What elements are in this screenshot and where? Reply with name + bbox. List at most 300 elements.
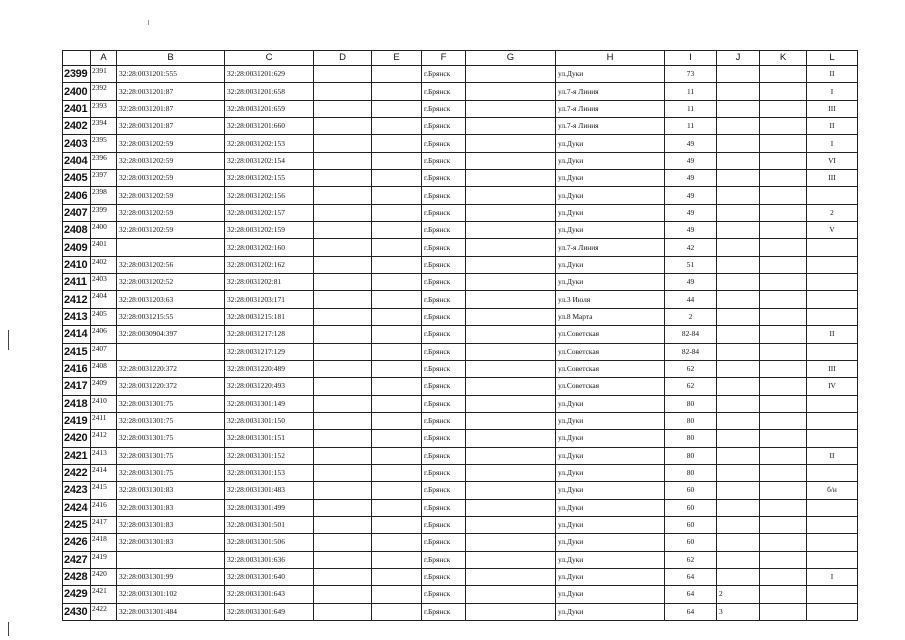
cell-i[interactable]: 62 <box>665 551 717 568</box>
cell-d[interactable] <box>314 291 372 308</box>
cell-l[interactable] <box>807 551 858 568</box>
cell-j[interactable] <box>717 430 760 447</box>
cell-f[interactable]: г.Брянск <box>422 239 466 256</box>
cell-g[interactable] <box>466 274 556 291</box>
cell-k[interactable] <box>760 187 807 204</box>
row-number-cell[interactable]: 2417 <box>63 378 91 395</box>
cell-i[interactable]: 11 <box>665 118 717 135</box>
cell-c[interactable]: 32:28:0031202:81 <box>225 274 314 291</box>
cell-k[interactable] <box>760 326 807 343</box>
cell-i[interactable]: 44 <box>665 291 717 308</box>
row-number-cell[interactable]: 2406 <box>63 187 91 204</box>
row-number-cell[interactable]: 2423 <box>63 482 91 499</box>
cell-b[interactable]: 32:28:0031202:59 <box>117 135 225 152</box>
cell-f[interactable]: г.Брянск <box>422 291 466 308</box>
cell-f[interactable]: г.Брянск <box>422 256 466 273</box>
cell-l[interactable]: II <box>807 66 858 83</box>
cell-k[interactable] <box>760 170 807 187</box>
cell-a[interactable]: 2394 <box>91 118 117 135</box>
cell-e[interactable] <box>372 360 422 377</box>
cell-i[interactable]: 49 <box>665 187 717 204</box>
cell-l[interactable]: 2 <box>807 204 858 221</box>
cell-c[interactable]: 32:28:0031202:154 <box>225 152 314 169</box>
cell-f[interactable]: г.Брянск <box>422 516 466 533</box>
cell-j[interactable] <box>717 534 760 551</box>
cell-a[interactable]: 2401 <box>91 239 117 256</box>
cell-h[interactable]: ул.Дуки <box>556 534 665 551</box>
cell-d[interactable] <box>314 326 372 343</box>
cell-b[interactable]: 32:28:0031301:75 <box>117 430 225 447</box>
cell-e[interactable] <box>372 222 422 239</box>
cell-d[interactable] <box>314 83 372 100</box>
cell-e[interactable] <box>372 152 422 169</box>
cell-k[interactable] <box>760 66 807 83</box>
cell-b[interactable]: 32:28:0031301:75 <box>117 464 225 481</box>
cell-a[interactable]: 2414 <box>91 464 117 481</box>
cell-g[interactable] <box>466 464 556 481</box>
cell-k[interactable] <box>760 586 807 603</box>
cell-k[interactable] <box>760 256 807 273</box>
row-number-cell[interactable]: 2407 <box>63 204 91 221</box>
cell-e[interactable] <box>372 412 422 429</box>
cell-h[interactable]: ул.Советская <box>556 343 665 360</box>
corner-header[interactable] <box>63 51 91 66</box>
cell-c[interactable]: 32:28:0031203:171 <box>225 291 314 308</box>
cell-g[interactable] <box>466 430 556 447</box>
cell-k[interactable] <box>760 395 807 412</box>
cell-i[interactable]: 80 <box>665 447 717 464</box>
cell-c[interactable]: 32:28:0031220:493 <box>225 378 314 395</box>
cell-b[interactable]: 32:28:0031201:87 <box>117 118 225 135</box>
cell-b[interactable]: 32:28:0031202:52 <box>117 274 225 291</box>
cell-d[interactable] <box>314 170 372 187</box>
cell-i[interactable]: 11 <box>665 100 717 117</box>
cell-l[interactable]: III <box>807 170 858 187</box>
cell-g[interactable] <box>466 83 556 100</box>
cell-g[interactable] <box>466 326 556 343</box>
cell-k[interactable] <box>760 412 807 429</box>
cell-d[interactable] <box>314 118 372 135</box>
cell-a[interactable]: 2407 <box>91 343 117 360</box>
cell-g[interactable] <box>466 534 556 551</box>
cell-d[interactable] <box>314 412 372 429</box>
cell-i[interactable]: 80 <box>665 395 717 412</box>
cell-h[interactable]: ул.Дуки <box>556 516 665 533</box>
cell-i[interactable]: 82-84 <box>665 343 717 360</box>
column-header-f[interactable]: F <box>422 51 466 66</box>
cell-g[interactable] <box>466 378 556 395</box>
cell-i[interactable]: 2 <box>665 308 717 325</box>
cell-e[interactable] <box>372 378 422 395</box>
cell-a[interactable]: 2422 <box>91 603 117 620</box>
cell-a[interactable]: 2396 <box>91 152 117 169</box>
cell-a[interactable]: 2405 <box>91 308 117 325</box>
row-number-cell[interactable]: 2422 <box>63 464 91 481</box>
cell-a[interactable]: 2421 <box>91 586 117 603</box>
cell-f[interactable]: г.Брянск <box>422 534 466 551</box>
cell-g[interactable] <box>466 100 556 117</box>
cell-e[interactable] <box>372 308 422 325</box>
cell-b[interactable]: 32:28:0031201:87 <box>117 83 225 100</box>
cell-d[interactable] <box>314 395 372 412</box>
cell-k[interactable] <box>760 291 807 308</box>
cell-f[interactable]: г.Брянск <box>422 464 466 481</box>
cell-l[interactable] <box>807 256 858 273</box>
cell-e[interactable] <box>372 170 422 187</box>
cell-k[interactable] <box>760 482 807 499</box>
cell-b[interactable]: 32:28:0031301:83 <box>117 516 225 533</box>
cell-g[interactable] <box>466 204 556 221</box>
row-number-cell[interactable]: 2418 <box>63 395 91 412</box>
cell-l[interactable]: III <box>807 360 858 377</box>
cell-c[interactable]: 32:28:0031202:153 <box>225 135 314 152</box>
cell-a[interactable]: 2406 <box>91 326 117 343</box>
cell-i[interactable]: 80 <box>665 412 717 429</box>
cell-b[interactable]: 32:28:0031202:59 <box>117 187 225 204</box>
cell-e[interactable] <box>372 274 422 291</box>
cell-g[interactable] <box>466 135 556 152</box>
cell-l[interactable] <box>807 603 858 620</box>
row-number-cell[interactable]: 2402 <box>63 118 91 135</box>
cell-j[interactable] <box>717 516 760 533</box>
cell-f[interactable]: г.Брянск <box>422 343 466 360</box>
cell-c[interactable]: 32:28:0031301:149 <box>225 395 314 412</box>
cell-g[interactable] <box>466 360 556 377</box>
cell-a[interactable]: 2392 <box>91 83 117 100</box>
cell-b[interactable]: 32:28:0031202:59 <box>117 222 225 239</box>
cell-f[interactable]: г.Брянск <box>422 135 466 152</box>
cell-c[interactable]: 32:28:0031202:162 <box>225 256 314 273</box>
cell-a[interactable]: 2420 <box>91 568 117 585</box>
cell-k[interactable] <box>760 152 807 169</box>
cell-d[interactable] <box>314 430 372 447</box>
cell-b[interactable]: 32:28:0031301:83 <box>117 534 225 551</box>
cell-b[interactable] <box>117 239 225 256</box>
cell-c[interactable]: 32:28:0031202:160 <box>225 239 314 256</box>
cell-b[interactable]: 32:28:0031203:63 <box>117 291 225 308</box>
cell-i[interactable]: 82-84 <box>665 326 717 343</box>
cell-d[interactable] <box>314 274 372 291</box>
row-number-cell[interactable]: 2403 <box>63 135 91 152</box>
cell-b[interactable]: 32:28:0031215:55 <box>117 308 225 325</box>
cell-g[interactable] <box>466 412 556 429</box>
cell-l[interactable] <box>807 534 858 551</box>
cell-b[interactable]: 32:28:0031301:83 <box>117 499 225 516</box>
cell-j[interactable] <box>717 378 760 395</box>
cell-a[interactable]: 2398 <box>91 187 117 204</box>
column-header-l[interactable]: L <box>807 51 858 66</box>
cell-c[interactable]: 32:28:0031301:153 <box>225 464 314 481</box>
cell-h[interactable]: ул.Дуки <box>556 135 665 152</box>
row-number-cell[interactable]: 2401 <box>63 100 91 117</box>
cell-d[interactable] <box>314 222 372 239</box>
cell-b[interactable]: 32:28:0031301:75 <box>117 412 225 429</box>
column-header-k[interactable]: K <box>760 51 807 66</box>
cell-h[interactable]: ул.Дуки <box>556 152 665 169</box>
cell-a[interactable]: 2410 <box>91 395 117 412</box>
cell-l[interactable] <box>807 343 858 360</box>
cell-d[interactable] <box>314 603 372 620</box>
cell-j[interactable] <box>717 66 760 83</box>
cell-h[interactable]: ул.Дуки <box>556 187 665 204</box>
cell-k[interactable] <box>760 135 807 152</box>
column-header-d[interactable]: D <box>314 51 372 66</box>
cell-k[interactable] <box>760 430 807 447</box>
cell-g[interactable] <box>466 118 556 135</box>
cell-h[interactable]: ул.7-я Линия <box>556 83 665 100</box>
cell-c[interactable]: 32:28:0031215:181 <box>225 308 314 325</box>
cell-g[interactable] <box>466 291 556 308</box>
cell-h[interactable]: ул.Дуки <box>556 256 665 273</box>
cell-j[interactable] <box>717 256 760 273</box>
cell-f[interactable]: г.Брянск <box>422 551 466 568</box>
cell-j[interactable] <box>717 343 760 360</box>
cell-d[interactable] <box>314 343 372 360</box>
cell-b[interactable]: 32:28:0031301:83 <box>117 482 225 499</box>
cell-d[interactable] <box>314 516 372 533</box>
cell-k[interactable] <box>760 516 807 533</box>
cell-i[interactable]: 51 <box>665 256 717 273</box>
cell-c[interactable]: 32:28:0031201:659 <box>225 100 314 117</box>
cell-h[interactable]: ул.Дуки <box>556 551 665 568</box>
cell-h[interactable]: ул.8 Марта <box>556 308 665 325</box>
cell-c[interactable]: 32:28:0031202:157 <box>225 204 314 221</box>
column-header-h[interactable]: H <box>556 51 665 66</box>
cell-a[interactable]: 2419 <box>91 551 117 568</box>
row-number-cell[interactable]: 2404 <box>63 152 91 169</box>
row-number-cell[interactable]: 2430 <box>63 603 91 620</box>
cell-h[interactable]: ул.7-я Линия <box>556 239 665 256</box>
cell-e[interactable] <box>372 326 422 343</box>
cell-a[interactable]: 2412 <box>91 430 117 447</box>
row-number-cell[interactable]: 2424 <box>63 499 91 516</box>
row-number-cell[interactable]: 2399 <box>63 66 91 83</box>
cell-b[interactable]: 32:28:0030904:397 <box>117 326 225 343</box>
cell-a[interactable]: 2417 <box>91 516 117 533</box>
cell-l[interactable]: II <box>807 326 858 343</box>
cell-b[interactable] <box>117 343 225 360</box>
cell-h[interactable]: ул.Дуки <box>556 395 665 412</box>
cell-j[interactable] <box>717 482 760 499</box>
cell-f[interactable]: г.Брянск <box>422 118 466 135</box>
cell-f[interactable]: г.Брянск <box>422 308 466 325</box>
cell-b[interactable] <box>117 551 225 568</box>
cell-c[interactable]: 32:28:0031202:159 <box>225 222 314 239</box>
cell-j[interactable] <box>717 499 760 516</box>
cell-d[interactable] <box>314 239 372 256</box>
row-number-cell[interactable]: 2415 <box>63 343 91 360</box>
cell-i[interactable]: 49 <box>665 274 717 291</box>
cell-d[interactable] <box>314 152 372 169</box>
cell-k[interactable] <box>760 222 807 239</box>
cell-a[interactable]: 2402 <box>91 256 117 273</box>
cell-l[interactable] <box>807 308 858 325</box>
cell-a[interactable]: 2395 <box>91 135 117 152</box>
cell-i[interactable]: 64 <box>665 586 717 603</box>
cell-h[interactable]: ул.Дуки <box>556 204 665 221</box>
cell-e[interactable] <box>372 256 422 273</box>
cell-k[interactable] <box>760 378 807 395</box>
cell-i[interactable]: 80 <box>665 464 717 481</box>
cell-j[interactable] <box>717 412 760 429</box>
cell-j[interactable] <box>717 222 760 239</box>
cell-b[interactable]: 32:28:0031201:555 <box>117 66 225 83</box>
cell-l[interactable] <box>807 586 858 603</box>
cell-e[interactable] <box>372 239 422 256</box>
cell-k[interactable] <box>760 118 807 135</box>
cell-d[interactable] <box>314 100 372 117</box>
cell-c[interactable]: 32:28:0031202:155 <box>225 170 314 187</box>
cell-i[interactable]: 60 <box>665 482 717 499</box>
row-number-cell[interactable]: 2425 <box>63 516 91 533</box>
cell-j[interactable] <box>717 395 760 412</box>
cell-k[interactable] <box>760 343 807 360</box>
cell-h[interactable]: ул.Дуки <box>556 568 665 585</box>
cell-c[interactable]: 32:28:0031217:129 <box>225 343 314 360</box>
row-number-cell[interactable]: 2426 <box>63 534 91 551</box>
cell-j[interactable] <box>717 204 760 221</box>
cell-k[interactable] <box>760 308 807 325</box>
cell-l[interactable] <box>807 499 858 516</box>
cell-a[interactable]: 2408 <box>91 360 117 377</box>
cell-h[interactable]: ул.Дуки <box>556 499 665 516</box>
cell-f[interactable]: г.Брянск <box>422 204 466 221</box>
cell-k[interactable] <box>760 568 807 585</box>
row-number-cell[interactable]: 2419 <box>63 412 91 429</box>
row-number-cell[interactable]: 2414 <box>63 326 91 343</box>
cell-f[interactable]: г.Брянск <box>422 568 466 585</box>
cell-g[interactable] <box>466 603 556 620</box>
cell-f[interactable]: г.Брянск <box>422 378 466 395</box>
cell-k[interactable] <box>760 274 807 291</box>
cell-l[interactable]: I <box>807 568 858 585</box>
cell-a[interactable]: 2397 <box>91 170 117 187</box>
cell-g[interactable] <box>466 152 556 169</box>
cell-g[interactable] <box>466 551 556 568</box>
cell-e[interactable] <box>372 118 422 135</box>
cell-f[interactable]: г.Брянск <box>422 412 466 429</box>
cell-g[interactable] <box>466 516 556 533</box>
cell-l[interactable] <box>807 291 858 308</box>
cell-h[interactable]: ул.Дуки <box>556 603 665 620</box>
cell-f[interactable]: г.Брянск <box>422 603 466 620</box>
cell-h[interactable]: ул.3 Июля <box>556 291 665 308</box>
cell-a[interactable]: 2399 <box>91 204 117 221</box>
cell-i[interactable]: 60 <box>665 534 717 551</box>
cell-l[interactable] <box>807 430 858 447</box>
cell-j[interactable] <box>717 274 760 291</box>
cell-j[interactable]: 3 <box>717 603 760 620</box>
cell-l[interactable]: V <box>807 222 858 239</box>
cell-d[interactable] <box>314 534 372 551</box>
cell-c[interactable]: 32:28:0031301:499 <box>225 499 314 516</box>
cell-h[interactable]: ул.Дуки <box>556 274 665 291</box>
cell-e[interactable] <box>372 551 422 568</box>
cell-f[interactable]: г.Брянск <box>422 152 466 169</box>
cell-j[interactable]: 2 <box>717 586 760 603</box>
cell-i[interactable]: 73 <box>665 66 717 83</box>
cell-c[interactable]: 32:28:0031202:156 <box>225 187 314 204</box>
cell-b[interactable]: 32:28:0031202:59 <box>117 204 225 221</box>
cell-c[interactable]: 32:28:0031301:649 <box>225 603 314 620</box>
cell-a[interactable]: 2418 <box>91 534 117 551</box>
column-header-c[interactable]: C <box>225 51 314 66</box>
cell-j[interactable] <box>717 100 760 117</box>
cell-f[interactable]: г.Брянск <box>422 274 466 291</box>
cell-e[interactable] <box>372 499 422 516</box>
cell-h[interactable]: ул.7-я Линия <box>556 100 665 117</box>
cell-k[interactable] <box>760 239 807 256</box>
cell-a[interactable]: 2411 <box>91 412 117 429</box>
cell-e[interactable] <box>372 83 422 100</box>
cell-i[interactable]: 42 <box>665 239 717 256</box>
cell-e[interactable] <box>372 291 422 308</box>
cell-c[interactable]: 32:28:0031201:658 <box>225 83 314 100</box>
row-number-cell[interactable]: 2413 <box>63 308 91 325</box>
cell-f[interactable]: г.Брянск <box>422 222 466 239</box>
cell-h[interactable]: ул.Дуки <box>556 222 665 239</box>
cell-i[interactable]: 49 <box>665 222 717 239</box>
row-number-cell[interactable]: 2429 <box>63 586 91 603</box>
cell-f[interactable]: г.Брянск <box>422 395 466 412</box>
cell-e[interactable] <box>372 430 422 447</box>
cell-a[interactable]: 2416 <box>91 499 117 516</box>
cell-f[interactable]: г.Брянск <box>422 499 466 516</box>
cell-i[interactable]: 49 <box>665 152 717 169</box>
cell-d[interactable] <box>314 308 372 325</box>
cell-d[interactable] <box>314 378 372 395</box>
cell-d[interactable] <box>314 499 372 516</box>
cell-b[interactable]: 32:28:0031220:372 <box>117 378 225 395</box>
row-number-cell[interactable]: 2405 <box>63 170 91 187</box>
row-number-cell[interactable]: 2408 <box>63 222 91 239</box>
cell-e[interactable] <box>372 447 422 464</box>
cell-c[interactable]: 32:28:0031301:151 <box>225 430 314 447</box>
cell-l[interactable] <box>807 412 858 429</box>
cell-k[interactable] <box>760 360 807 377</box>
cell-h[interactable]: ул.Дуки <box>556 170 665 187</box>
row-number-cell[interactable]: 2409 <box>63 239 91 256</box>
cell-l[interactable] <box>807 395 858 412</box>
cell-h[interactable]: ул.Дуки <box>556 464 665 481</box>
cell-a[interactable]: 2404 <box>91 291 117 308</box>
cell-d[interactable] <box>314 586 372 603</box>
column-header-g[interactable]: G <box>466 51 556 66</box>
cell-j[interactable] <box>717 239 760 256</box>
cell-e[interactable] <box>372 603 422 620</box>
cell-g[interactable] <box>466 499 556 516</box>
cell-e[interactable] <box>372 482 422 499</box>
cell-i[interactable]: 62 <box>665 360 717 377</box>
column-header-e[interactable]: E <box>372 51 422 66</box>
cell-g[interactable] <box>466 222 556 239</box>
cell-j[interactable] <box>717 170 760 187</box>
row-number-cell[interactable]: 2427 <box>63 551 91 568</box>
cell-j[interactable] <box>717 118 760 135</box>
cell-j[interactable] <box>717 568 760 585</box>
cell-c[interactable]: 32:28:0031301:150 <box>225 412 314 429</box>
cell-f[interactable]: г.Брянск <box>422 586 466 603</box>
cell-d[interactable] <box>314 447 372 464</box>
cell-g[interactable] <box>466 568 556 585</box>
cell-i[interactable]: 80 <box>665 430 717 447</box>
cell-g[interactable] <box>466 395 556 412</box>
cell-l[interactable] <box>807 464 858 481</box>
cell-k[interactable] <box>760 83 807 100</box>
cell-f[interactable]: г.Брянск <box>422 326 466 343</box>
cell-h[interactable]: ул.Дуки <box>556 482 665 499</box>
cell-g[interactable] <box>466 256 556 273</box>
